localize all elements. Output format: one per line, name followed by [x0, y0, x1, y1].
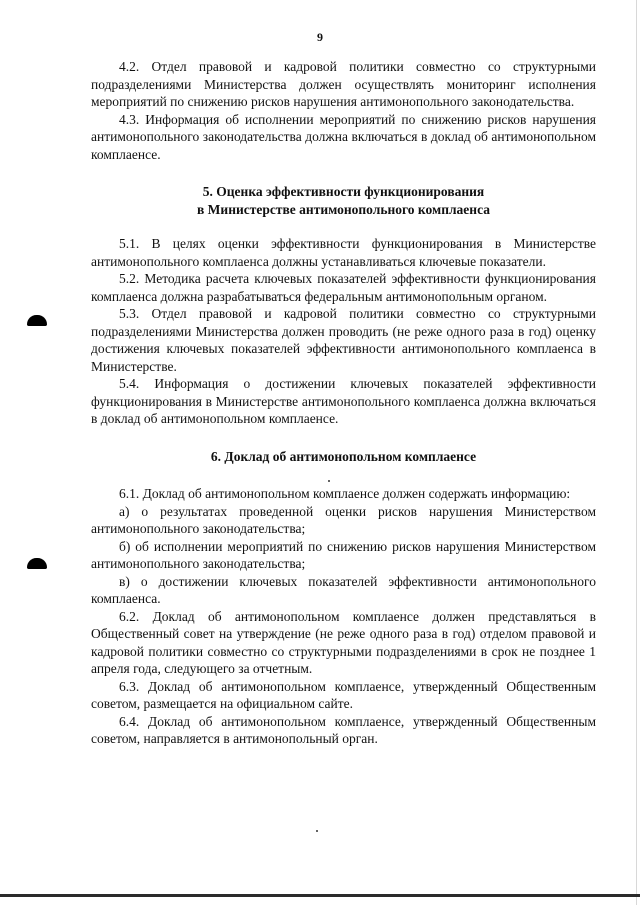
- paragraph-5-2: 5.2. Методика расчета ключевых показателей эффективности функционирования комплаенса должна разрабатываться федеральным антимонопольным органом.: [91, 271, 596, 304]
- list-item-a: а) о результатах проведенной оценки рисков нарушения Министерством антимонопольного законодательства;: [91, 503, 596, 536]
- scan-bottom-border: [0, 894, 640, 897]
- paragraph-6-1: 6.1. Доклад об антимонопольном комплаенсе должен содержать информацию:: [119, 486, 571, 501]
- section-5-title-line2: в Министерстве антимонопольного комплаенса: [197, 201, 490, 217]
- document-body: [91, 58, 596, 748]
- paragraph-5-1: 5.1. В целях оценки эффективности функционирования в Министерстве антимонопольного комплаенса должны устанавливаться ключевые показатели.: [91, 236, 596, 269]
- binder-hole-mark: [27, 558, 47, 569]
- page-number: 9: [317, 30, 323, 44]
- paragraph-6-3: 6.3. Доклад об антимонопольном комплаенсе, утвержденный Общественным советом, размещается на официальном сайте.: [91, 678, 596, 711]
- section-5-heading: [91, 183, 596, 218]
- section-5-title-line1: 5. Оценка эффективности функционирования: [202, 184, 485, 199]
- paragraph-6-2: 6.2. Доклад об антимонопольном комплаенсе должен представляться в Общественный совет на утверждение (не реже одного раза в год) отделом правовой и кадровой политики совместно со структурными подразделениями в срок не позднее 1 апреля года, следующего за отчетным.: [91, 608, 596, 676]
- paragraph-6-4: 6.4. Доклад об антимонопольном комплаенсе, утвержденный Общественным советом, направляется в антимонопольный орган.: [91, 713, 596, 746]
- paragraph-4-2: 4.2. Отдел правовой и кадровой политики совместно со структурными подразделениями Министерства должен осуществлять мониторинг исполнения мероприятий по снижению рисков нарушения антимонопольного законодательства.: [91, 59, 596, 109]
- paragraph-5-3: 5.3. Отдел правовой и кадровой политики совместно со структурными подразделениями Министерства должен проводить (не реже одного раза в год) оценку достижения ключевых показателей эффективности антимонопольного комплаенса в Министерстве.: [91, 306, 596, 374]
- list-item-b: б) об исполнении мероприятий по снижению рисков нарушения Министерством антимонопольного законодательства;: [91, 538, 596, 571]
- scan-edge: [636, 0, 637, 905]
- binder-hole-mark: [27, 315, 47, 326]
- scan-speck: [316, 830, 318, 832]
- section-6-heading: 6. Доклад об антимонопольном комплаенсе: [210, 448, 477, 464]
- paragraph-4-3: 4.3. Информация об исполнении мероприятий по снижению рисков нарушения антимонопольного законодательства должна включаться в доклад об антимонопольном комплаенсе.: [91, 111, 596, 162]
- list-item-v: в) о достижении ключевых показателей эффективности антимонопольного комплаенса.: [91, 573, 596, 606]
- paragraph-5-4: 5.4. Информация о достижении ключевых показателей эффективности функционирования в Министерстве антимонопольного комплаенса должна включаться в доклад об антимонопольном комплаенсе.: [91, 376, 596, 426]
